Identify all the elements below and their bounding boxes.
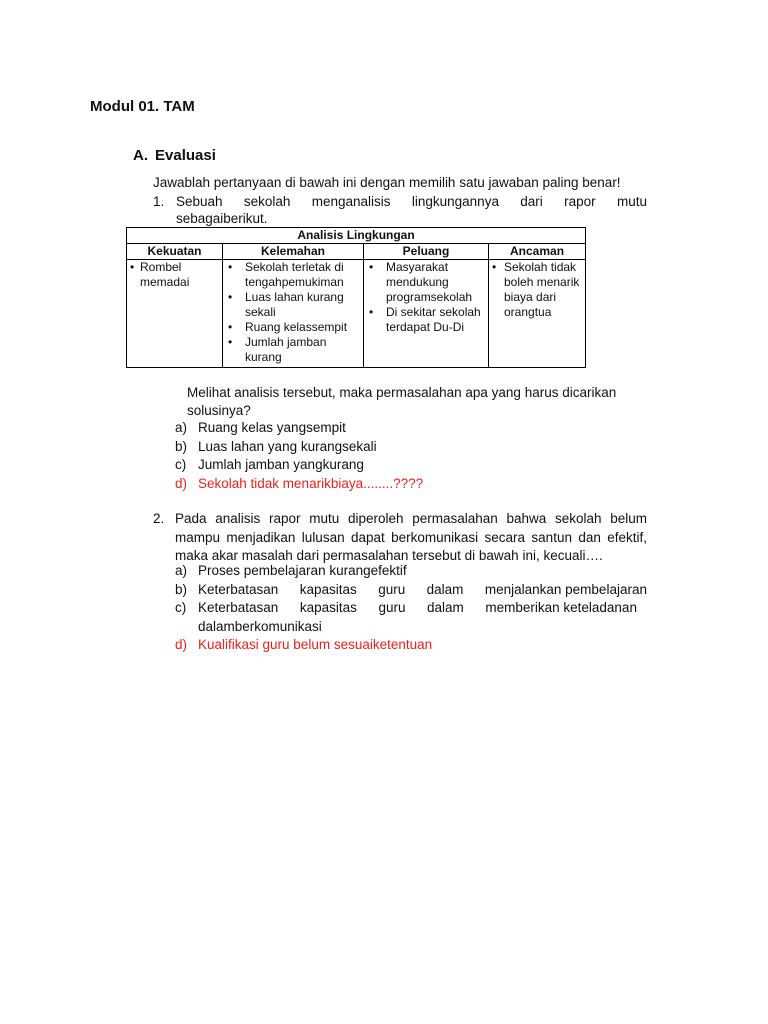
option-b[interactable] [175,438,647,457]
option-text: Kualifikasi guru belum sesuaiketentuan [198,637,433,652]
option-letter: a) [175,563,188,578]
word: kapasitas [299,600,357,615]
option-text: Proses pembelajaran kurangefektif [198,563,407,578]
question-text-line: mampu menjadikan lulusan dapat berkomunikasi secara santun dan efektif, [175,529,647,545]
cell-kekuatan [127,260,223,368]
list-item: • Luas lahan kurang sekali [226,290,360,320]
option-text-continued: dalamberkomunikasi [198,618,322,634]
list-item: • Di sekitar sekolah terdapat Du-Di [367,305,485,335]
word: menjalankan pembelajaran [484,581,647,597]
question-1-stem [153,193,647,227]
option-b[interactable] [175,581,647,600]
option-a[interactable] [175,419,647,438]
list-item: • Masyarakat mendukung programsekolah [367,260,485,305]
cell-ancaman [489,260,586,368]
option-text [198,581,647,600]
list-item: • Sekolah terletak di tengahpemukiman [226,260,360,290]
module-title: Modul 01. TAM [90,98,195,115]
word: kapasitas [299,581,357,597]
question-text-line: maka akar masalah dari permasalahan tersebut di bawah ini, kecuali…. [175,548,603,563]
question-number: 1. [153,194,165,209]
option-text [198,599,647,618]
option-letter: b) [175,581,188,597]
option-letter: b) [175,438,188,454]
word: Keterbatasan [198,600,279,615]
option-letter: c) [175,457,187,472]
question-2-stem [153,510,647,566]
environment-analysis-table [126,227,586,368]
list-item: • Sekolah tidak boleh menarik biaya dari orangtua [492,260,582,320]
cell-peluang [364,260,489,368]
question-1-options [175,419,647,493]
option-c[interactable] [175,599,647,636]
instructions: Jawablah pertanyaan di bawah ini dengan memilih satu jawaban paling benar! [153,175,621,190]
question-2-options [175,562,647,655]
option-letter: d) [175,637,188,652]
table-caption: Analisis Lingkungan [127,228,586,244]
list-item: • Jumlah jamban kurang [226,335,360,365]
option-text: Sekolah tidak menarikbiaya........???? [198,475,424,491]
question-text-line: sebagaiberikut. [176,211,268,226]
section-heading [133,147,216,164]
question-text-line: Pada analisis rapor mutu diperoleh permasalahan bahwa sekolah belum [175,511,647,526]
header-kelemahan: Kelemahan [223,244,364,260]
question-text-line: Sebuah sekolah menganalisis lingkungannya dari rapor mutu [176,194,647,209]
question-1-prompt: Melihat analisis tersebut, maka permasalahan apa yang harus dicarikan solusinya? [187,385,617,418]
header-kekuatan: Kekuatan [127,244,223,260]
option-text: Jumlah jamban yangkurang [198,457,364,472]
section-number: A. [133,147,148,164]
header-ancaman: Ancaman [489,244,586,260]
option-text: Luas lahan yang kurangsekali [198,438,377,454]
word: Keterbatasan [198,581,279,597]
option-letter: c) [175,600,187,615]
option-d-answer[interactable] [175,475,647,494]
word: dalam [427,600,464,615]
word: guru [378,600,406,615]
word: dalam [426,581,464,597]
section-title: Evaluasi [155,147,216,164]
cell-kelemahan [223,260,364,368]
question-number: 2. [153,511,165,526]
word: memberikan keteladanan [485,600,637,615]
option-a[interactable] [175,562,647,581]
option-c[interactable] [175,456,647,475]
list-item: • Ruang kelassempit [226,320,360,335]
option-letter: d) [175,475,188,491]
list-item: • Rombel memadai [130,260,219,290]
option-d-answer[interactable] [175,636,647,655]
word: guru [378,581,406,597]
header-peluang: Peluang [364,244,489,260]
option-letter: a) [175,420,188,435]
option-text: Ruang kelas yangsempit [198,420,346,435]
